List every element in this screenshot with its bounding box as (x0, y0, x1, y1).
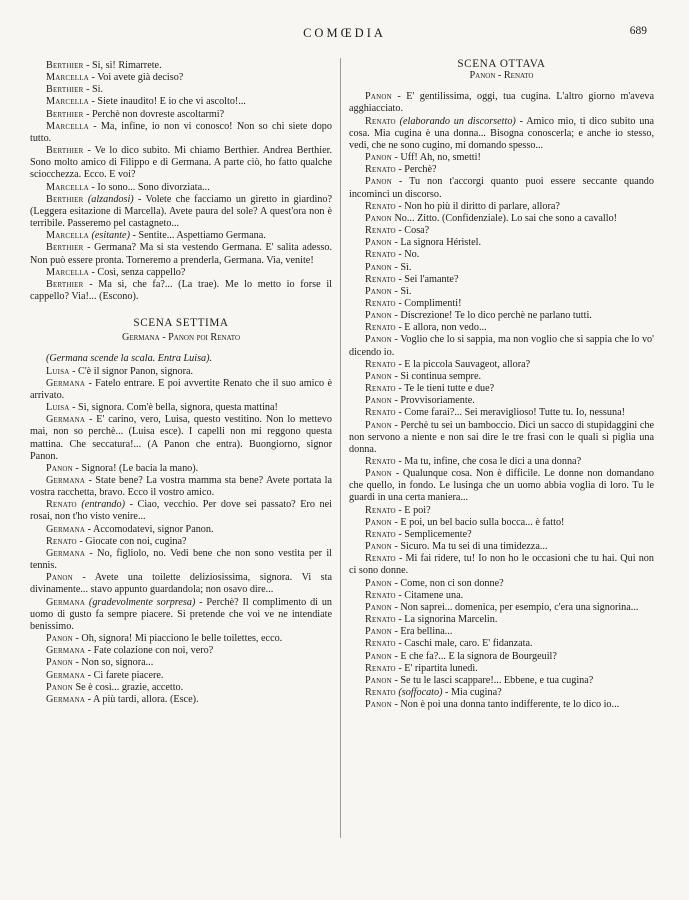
speaker-name: Renato (46, 499, 77, 511)
speaker-name: Berthier (46, 60, 84, 71)
running-header: COMŒDIA (303, 26, 386, 40)
line-text: - Germana? Ma si sta vestendo Germana. E' salita adesso. Non può essere pronta. Torneremo a prenderla, Germana. Via, venite! (30, 242, 332, 266)
line-text: - Io sono... Sono divorziata... (88, 181, 210, 193)
line-text: - Voglio che lo si sappia, ma non voglio che si sappia che lo vo' dicendo io. (349, 334, 654, 358)
page-number: 689 (629, 25, 647, 37)
dialogue-line (30, 402, 332, 414)
speaker-name: Berthier (46, 242, 84, 254)
line-text: - Ma sì, che fa?... (La trae). Me lo metto io forse il cappello? Via!... (Escono). (30, 278, 332, 302)
line-text: - Ci farete piacere. (85, 669, 164, 681)
speaker-name: Panon (365, 91, 392, 103)
line-text: - Mi fai ridere, tu! Io non ho le occasioni che tu hai. Qui non ci sono donne. (349, 553, 654, 577)
line-text: - E allora, non vedo... (395, 322, 487, 334)
line-text: - Qualunque cosa. Non è difficile. Le donne non domandano che quello, in fondo. Le lusinga che un uomo abbia voglia di loro. Tu le guardi in una certa maniera... (349, 468, 654, 504)
speaker-name: Renato (365, 407, 396, 419)
dialogue-line (349, 116, 654, 152)
line-text: - Discrezione! Te lo dico perchè ne parlano tutti. (391, 310, 592, 322)
line-text: - Avete una toilette deliziosissima, signora. Vi sta divinamente... stavo appunto guardandola; non osavo dire... (30, 572, 332, 596)
dialogue-line (349, 274, 654, 286)
speaker-name: Marcella (46, 266, 89, 278)
line-text: - No. (395, 249, 420, 261)
speaker-name: Renato (365, 249, 396, 261)
dialogue-line (30, 499, 332, 523)
dialogue-line (30, 633, 332, 645)
speaker-name: Renato (365, 686, 396, 698)
line-text: - Tu non t'accorgi quanto puoi essere seccante quando incominci un discorso. (349, 176, 654, 200)
line-text: - Non è poi una donna tanto indifferente, te lo dico io... (391, 699, 620, 711)
speaker-name: Berthier (46, 278, 84, 290)
dialogue-line (349, 225, 654, 237)
dialogue-line (349, 249, 654, 261)
speaker-name: Panon (365, 334, 392, 346)
speaker-name: Panon (365, 674, 392, 686)
line-text: - Non ho più il diritto di parlare, allora? (395, 200, 560, 212)
scene-7-opening-direction: (Germana scende la scala. Entra Luisa). (46, 353, 213, 365)
dialogue-line (30, 60, 332, 72)
speaker-name: Panon (46, 572, 73, 584)
dialogue-line (349, 602, 654, 614)
dialogue-line (30, 657, 332, 669)
dialogue-line (30, 279, 332, 303)
speaker-name: Marcella (46, 96, 89, 108)
dialogue-line (349, 262, 654, 274)
speaker-name: Panon (46, 462, 73, 474)
dialogue-line (30, 267, 332, 279)
speaker-name: Panon (46, 681, 73, 693)
speaker-name: Panon (365, 237, 392, 249)
dialogue-line (30, 572, 332, 596)
dialogue-line (30, 242, 332, 266)
dialogue-line (349, 420, 654, 456)
speaker-name: Panon (365, 212, 392, 224)
dialogue-line (30, 536, 332, 548)
dialogue-line (349, 687, 654, 699)
line-text: - Semplicemente? (395, 528, 472, 540)
stage-direction: (alzandosi) (87, 193, 134, 205)
line-text: - Perchè? (395, 164, 437, 176)
speaker-name: Panon (46, 657, 73, 669)
speaker-name: Renato (365, 662, 396, 674)
dialogue-line (30, 378, 332, 402)
dialogue-line (30, 548, 332, 572)
line-text: - Così, senza cappello? (88, 266, 186, 278)
speaker-name: Germana (46, 693, 86, 705)
line-text: - Ve lo dico subito. Mi chiamo Berthier. Andrea Berthier. Sono molto amico di Filippo e di Germana. A parte ciò, ho fatto qualche sciocchezza. Ecco. E voi? (30, 145, 332, 181)
speaker-name: Marcella (46, 181, 89, 193)
dialogue-line (349, 201, 654, 213)
dialogue-line (349, 237, 654, 249)
speaker-name: Panon (365, 370, 392, 382)
line-text: - La signorina Marcelin. (395, 614, 498, 626)
speaker-name: Panon (365, 395, 392, 407)
line-text: - Sei l'amante? (395, 273, 459, 285)
scene-7-title: SCENA SETTIMA (133, 317, 229, 330)
dialogue-line (349, 334, 654, 358)
line-text: Se è così... grazie, accetto. (72, 681, 184, 693)
speaker-name: Panon (365, 310, 392, 322)
dialogue-line (349, 310, 654, 322)
line-text: - Si continua sempre. (391, 370, 482, 382)
speaker-name: Renato (365, 273, 396, 285)
line-text: - Accomodatevi, signor Panon. (85, 523, 214, 535)
speaker-name: Berthier (46, 108, 84, 120)
line-text: - Ma, infine, io non vi conosco! Non so chi siete dopo tutto. (30, 120, 332, 144)
dialogue-line (349, 164, 654, 176)
line-text: - E poi? (395, 504, 431, 516)
speaker-name: Panon (365, 419, 392, 431)
dialogue-line (349, 468, 654, 504)
line-text: - Complimenti! (395, 297, 462, 309)
dialogue-line (30, 109, 332, 121)
dialogue-line (30, 182, 332, 194)
dialogue-line (349, 590, 654, 602)
dialogue-line (349, 298, 654, 310)
stage-direction: (soffocato) (398, 686, 443, 698)
dialogue-line (30, 366, 332, 378)
line-text: - A più tardi, allora. (Esce). (85, 693, 199, 705)
dialogue-line (30, 694, 332, 706)
dialogue-line (349, 91, 654, 115)
speaker-name: Renato (365, 164, 396, 176)
dialogue-line (349, 626, 654, 638)
speaker-name: Renato (365, 200, 396, 212)
speaker-name: Renato (46, 535, 77, 547)
dialogue-line (30, 84, 332, 96)
dialogue-line (349, 213, 654, 225)
line-text: - Era bellina... (391, 626, 453, 638)
line-text: - E che fa?... E la signora de Bourgeuil? (391, 650, 557, 662)
line-text: - Sì. (391, 261, 412, 273)
line-text: - Amico mio, ti dico subito una cosa. Mia cugina è una donna... Bisogna conoscerla; e anche io stesso, vedi, che ne sono cugino, mi domando spesso... (349, 115, 655, 151)
line-text: - Perchè non dovreste ascoltarmi? (83, 108, 225, 120)
stage-direction: (elaborando un discorsetto) (399, 115, 516, 127)
speaker-name: Berthier (46, 193, 84, 205)
speaker-name: Panon (365, 601, 392, 613)
dialogue-line (349, 322, 654, 334)
speaker-name: Renato (365, 322, 396, 334)
stage-direction: (entrando) (81, 499, 125, 511)
dialogue-line (30, 414, 332, 463)
left-column (30, 60, 332, 706)
speaker-name: Renato (365, 297, 396, 309)
line-text: - Te le tieni tutte e due? (395, 383, 495, 395)
dialogue-line (30, 524, 332, 536)
line-text: - Perchè? Il complimento di un uomo di gusto fa sempre piacere. Si pretende che voi ve ne intendiate benissimo. (30, 596, 333, 632)
dialogue-line (349, 638, 654, 650)
speaker-name: Renato (365, 456, 396, 467)
line-text: - Si, si! Rimarrete. (83, 60, 162, 71)
dialogue-line (30, 194, 332, 230)
line-text: - E' gentilissima, oggi, tua cugina. L'altro giorno m'aveva agghiacciato. (349, 91, 654, 115)
speaker-name: Germana (46, 523, 86, 535)
dialogue-line (30, 121, 332, 145)
dialogue-line (30, 475, 332, 499)
dialogue-line (349, 407, 654, 419)
dialogue-line (349, 675, 654, 687)
line-text: - Cosa? (395, 225, 430, 237)
line-text: - Fatelo entrare. E poi avvertite Renato che il suo amico è arrivato. (30, 377, 332, 401)
line-text: - Siete inaudito! E io che vi ascolto!... (88, 96, 246, 108)
dialogue-line (349, 529, 654, 541)
line-text: - Volete che facciamo un giretto in giardino? (Leggera esitazione di Marcella). Avete paura del sole? A quest'ora non è terribile. Passeremo pel castagneto... (30, 193, 332, 230)
scene-8-dialogue (349, 91, 654, 711)
line-text: - No, figliolo, no. Vedi bene che non sono vestita per il tennis. (30, 547, 332, 572)
line-text: - Come farai?... Sei meraviglioso! Tutte tu. Io, nessuna! (395, 407, 625, 419)
speaker-name: Renato (365, 638, 396, 650)
line-text: - Perchè tu sei un bamboccio. Dici un sacco di stupidaggini che non servono a niente e non sai dire le tre frasi con le quali si piglia una donna. (349, 419, 654, 455)
dialogue-line (349, 553, 654, 577)
line-text: - Ciao, vecchio. Per dove sei passato? Ero nei rosai, non t'ho visto venire... (30, 499, 333, 523)
dialogue-line (30, 597, 332, 633)
line-text: - Ma tu, infine, che cosa le dici a una donna? (395, 456, 582, 467)
dialogue-line (30, 682, 332, 694)
speaker-name: Luisa (46, 402, 70, 414)
speaker-name: Panon (365, 176, 392, 188)
line-text: - E' ripartita lunedì. (395, 662, 478, 674)
line-text: - Signora! (Le bacia la mano). (72, 462, 199, 474)
dialogue-line (349, 505, 654, 517)
dialogue-line (349, 395, 654, 407)
speaker-name: Germana (46, 596, 86, 608)
scene-7-characters: Germana - Panon poi Renato (121, 332, 241, 344)
line-text: - Sì. (391, 285, 412, 297)
dialogue-line (349, 286, 654, 298)
speaker-name: Renato (365, 383, 396, 395)
line-text: - Mia cugina? (442, 686, 502, 698)
speaker-name: Renato (365, 589, 396, 601)
dialogue-line (30, 463, 332, 475)
speaker-name: Panon (365, 285, 392, 297)
scene-7-dialogue (30, 366, 332, 706)
line-text: - Non so, signora... (72, 657, 154, 669)
stage-direction: (gradevolmente sorpresa) (88, 596, 196, 608)
speaker-name: Panon (46, 633, 73, 645)
dialogue-line (349, 663, 654, 675)
column-divider (340, 58, 341, 838)
line-text: - La signora Héristel. (391, 237, 482, 249)
line-text: - E poi, un bel bacio sulla bocca... è fatto! (391, 516, 565, 528)
line-text: - Sì, signora. Com'è bella, signora, questa mattina! (69, 402, 278, 414)
speaker-name: Renato (365, 553, 396, 565)
dialogue-line (349, 383, 654, 395)
dialogue-line (349, 517, 654, 529)
dialogue-line (30, 670, 332, 682)
speaker-name: Berthier (46, 145, 84, 157)
line-text: - Come, non ci son donne? (391, 577, 504, 589)
speaker-name: Luisa (46, 365, 70, 377)
line-text: - Non saprei... domenica, per esempio, c'era una signorina... (391, 601, 639, 613)
speaker-name: Panon (365, 516, 392, 528)
speaker-name: Renato (365, 225, 396, 237)
speaker-name: Marcella (46, 120, 89, 132)
speaker-name: Renato (365, 614, 396, 626)
speaker-name: Germana (46, 475, 86, 486)
speaker-name: Germana (46, 669, 86, 681)
dialogue-line (349, 176, 654, 200)
dialogue-line (349, 152, 654, 164)
speaker-name: Marcella (46, 72, 89, 84)
speaker-name: Germana (46, 377, 86, 389)
line-text: - Si. (83, 84, 104, 96)
stage-direction: (esitante) (91, 230, 130, 242)
line-text: - Caschi male, caro. E' fidanzata. (395, 638, 533, 650)
dialogue-line (349, 578, 654, 590)
line-text: - Sentite... Aspettiamo Germana. (129, 230, 266, 242)
speaker-name: Panon (365, 650, 392, 662)
scene-8-characters: Panon - Renato (469, 70, 534, 82)
dialogue-line (349, 614, 654, 626)
dialogue-line (349, 456, 654, 468)
speaker-name: Germana (46, 547, 86, 559)
line-text: - Fate colazione con noi, vero? (85, 645, 214, 657)
right-column (349, 58, 654, 711)
speaker-name: Renato (365, 115, 396, 127)
speaker-name: Renato (365, 528, 396, 540)
dialogue-line (349, 651, 654, 663)
scene-6-ending (30, 60, 332, 303)
dialogue-line (30, 645, 332, 657)
line-text: - Oh, signora! Mi piacciono le belle toilettes, ecco. (72, 633, 283, 645)
dialogue-line (349, 371, 654, 383)
line-text: - Se tu le lasci scappare!... Ebbene, e tua cugina? (391, 674, 594, 686)
line-text: No... Zitto. (Confidenziale). Lo sai che sono a cavallo! (391, 212, 618, 224)
dialogue-line (349, 699, 654, 711)
speaker-name: Panon (365, 577, 392, 589)
dialogue-line (30, 230, 332, 242)
line-text: - Citamene una. (395, 589, 464, 601)
speaker-name: Panon (365, 626, 392, 638)
dialogue-line (30, 145, 332, 181)
line-text: - E la piccola Sauvageot, allora? (395, 358, 531, 370)
dialogue-line (349, 541, 654, 553)
line-text: - Uff! Ah, no, smetti! (391, 152, 481, 164)
dialogue-line (349, 359, 654, 371)
speaker-name: Panon (365, 152, 392, 164)
line-text: - Provvisoriamente. (391, 395, 475, 407)
speaker-name: Germana (46, 645, 86, 657)
line-text: - State bene? La vostra mamma sta bene? Avete portata la vostra racchetta, bravo. Ecco il vostro amico. (30, 475, 332, 499)
speaker-name: Germana (46, 414, 86, 426)
speaker-name: Renato (365, 504, 396, 516)
scene-8-title: SCENA OTTAVA (457, 58, 546, 70)
dialogue-line (30, 72, 332, 84)
speaker-name: Renato (365, 358, 396, 370)
speaker-name: Panon (365, 699, 392, 711)
line-text: - Voi avete già deciso? (88, 72, 184, 84)
line-text: - C'è il signor Panon, signora. (69, 365, 194, 377)
line-text: - E' carino, vero, Luisa, questo vestitino. Non lo mettevo mai, non so perchè... (Luisa esce). I capelli non mi reggono questa mattina. Che seccatura!... (A Panon che entra). Buongiorno, signor Panon. (30, 414, 332, 462)
line-text: - Sicuro. Ma tu sei di una timidezza... (391, 541, 548, 553)
dialogue-line (30, 96, 332, 108)
line-text: - Giocate con noi, cugina? (76, 535, 187, 547)
speaker-name: Panon (365, 541, 392, 553)
speaker-name: Panon (365, 468, 392, 480)
speaker-name: Marcella (46, 230, 89, 242)
speaker-name: Berthier (46, 84, 84, 96)
speaker-name: Panon (365, 261, 392, 273)
